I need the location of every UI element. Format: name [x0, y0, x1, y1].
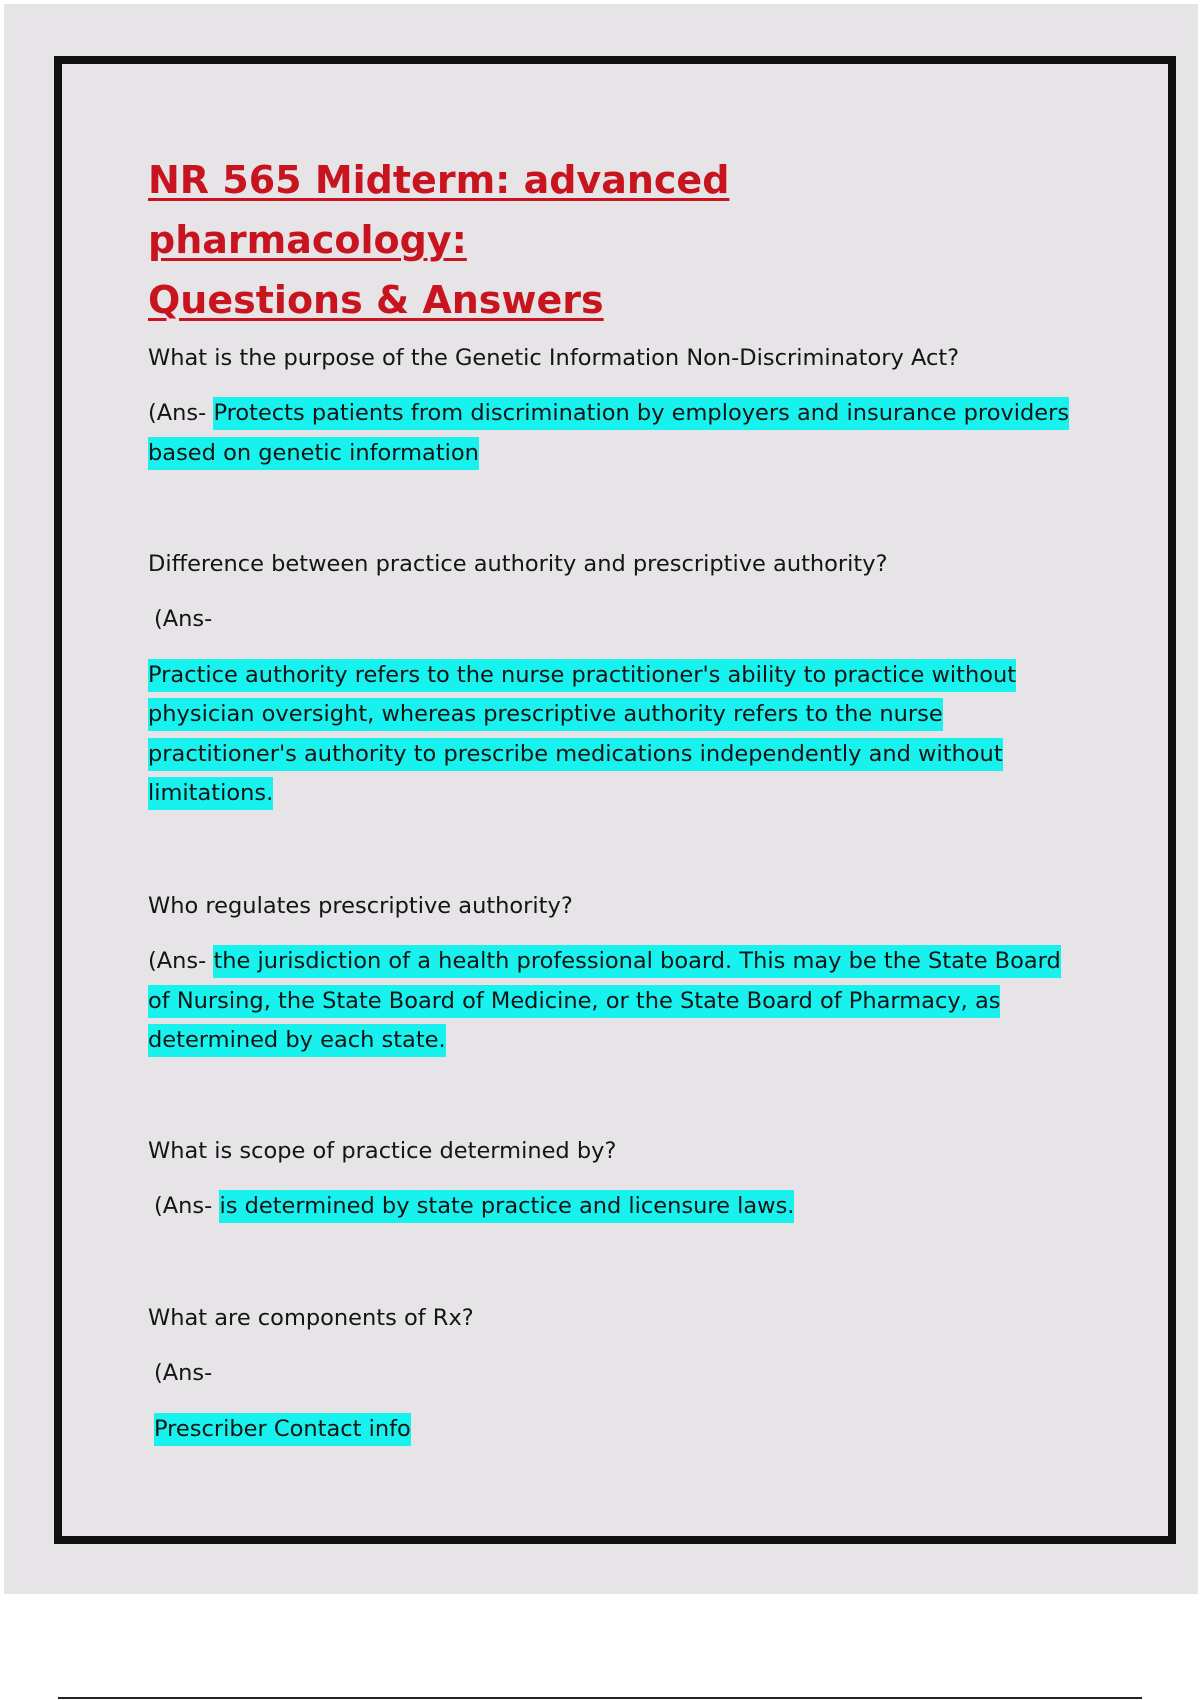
answer-prefix-5: (Ans- — [154, 1360, 213, 1386]
answer-4 — [148, 1187, 1088, 1227]
question-4: What is scope of practice determined by? — [148, 1138, 617, 1164]
answer-text-1: Protects patients from discrimination by employers and insurance providers based on genetic information — [148, 397, 1069, 470]
answer-3 — [148, 942, 1088, 1061]
answer-1 — [148, 394, 1088, 473]
answer-text-3: the jurisdiction of a health professional board. This may be the State Board of Nursing, the State Board of Medicine, or the State Board of Pharmacy, as determined by each state. — [148, 945, 1061, 1057]
answer-prefix-2: (Ans- — [154, 606, 213, 632]
qa-item-1 — [148, 338, 1088, 473]
answer-prefix-3: (Ans- — [148, 948, 207, 974]
question-3: Who regulates prescriptive authority? — [148, 893, 573, 919]
answer-2 — [148, 656, 1088, 814]
title-line-2: Questions & Answers — [148, 278, 604, 322]
question-2: Difference between practice authority and prescriptive authority? — [148, 551, 888, 577]
qa-item-3 — [148, 886, 1088, 1061]
question-1: What is the purpose of the Genetic Information Non-Discriminatory Act? — [148, 345, 960, 371]
qa-item-2 — [148, 544, 1088, 814]
document-title — [148, 150, 1048, 330]
title-line-1: NR 565 Midterm: advanced pharmacology: — [148, 158, 730, 262]
answer-prefix-4: (Ans- — [154, 1193, 213, 1219]
answer-text-4: is determined by state practice and licensure laws. — [219, 1190, 794, 1223]
answer-5 — [148, 1410, 1088, 1450]
qa-item-4 — [148, 1131, 1088, 1227]
qa-item-5 — [148, 1298, 1088, 1449]
answer-text-5: Prescriber Contact info — [154, 1413, 411, 1446]
question-5: What are components of Rx? — [148, 1305, 474, 1331]
answer-prefix-1: (Ans- — [148, 400, 207, 426]
answer-text-2: Practice authority refers to the nurse practitioner's ability to practice without physician oversight, whereas prescriptive authority refers to the nurse practitioner's authority to prescribe medications independently and without limitations. — [148, 659, 1016, 811]
footer-divider — [58, 1697, 1142, 1699]
